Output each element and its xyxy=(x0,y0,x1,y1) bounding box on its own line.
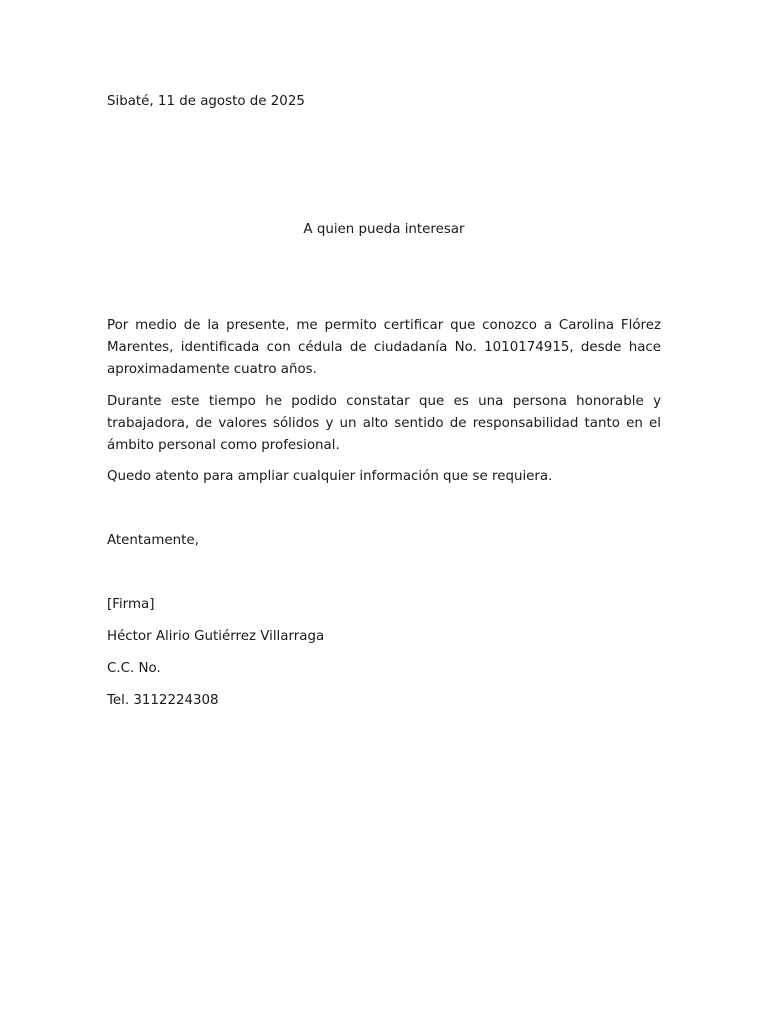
body-paragraph-3: Quedo atento para ampliar cualquier información que se requiera. xyxy=(107,469,553,484)
signature-placeholder: [Firma] xyxy=(107,597,155,612)
body-paragraph-1: Por medio de la presente, me permito certificar que conozco a Carolina Flórez Marentes, identificada con cédula de ciudadanía No. 1010174915, desde hace aproximadamente cuatro años. xyxy=(107,318,661,377)
id-line: C.C. No. xyxy=(107,661,161,676)
date-line: Sibaté, 11 de agosto de 2025 xyxy=(107,94,305,109)
closing: Atentamente, xyxy=(107,533,199,548)
salutation: A quien pueda interesar xyxy=(303,222,465,237)
phone-line: Tel. 3112224308 xyxy=(107,693,219,708)
signer-name: Héctor Alirio Gutiérrez Villarraga xyxy=(107,629,325,644)
body-paragraph-2: Durante este tiempo he podido constatar que es una persona honorable y trabajadora, de valores sólidos y un alto sentido de responsabilidad tanto en el ámbito personal como profesional. xyxy=(107,394,661,453)
